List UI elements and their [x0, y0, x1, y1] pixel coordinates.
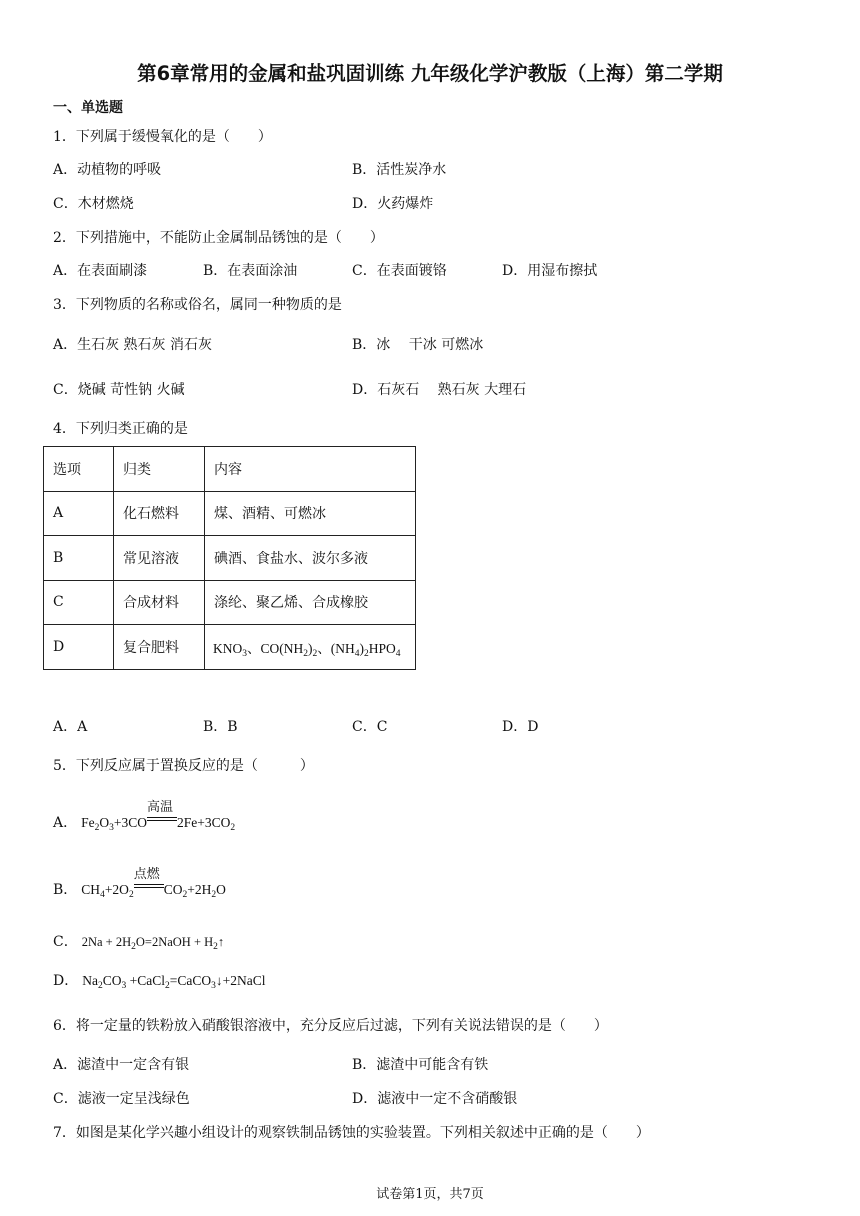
formula-part: 2Na + 2H	[81, 935, 132, 949]
question-1-stem: 1．下列属于缓慢氧化的是（ ）	[53, 129, 272, 145]
question-7-stem: 7．如图是某化学兴趣小组设计的观察铁制品锈蚀的实验装置。下列相关叙述中正确的是（ ）	[53, 1125, 650, 1141]
question-2-option-b[interactable]: B．在表面涂油	[203, 263, 298, 279]
question-5-option-b[interactable]	[53, 866, 226, 900]
option-label: D．	[53, 973, 79, 989]
question-2-option-c[interactable]: C．在表面镀铬	[352, 263, 447, 279]
formula-subscript: 3	[109, 823, 114, 833]
formula-part: )	[359, 640, 364, 656]
question-3-option-a[interactable]: A．生石灰 熟石灰 消石灰	[53, 337, 213, 353]
formula-subscript: 2	[213, 942, 218, 952]
formula-subscript: 3	[121, 981, 127, 991]
question-4-option-b[interactable]: B．B	[203, 719, 238, 735]
question-2-option-d[interactable]: D．用湿布擦拭	[502, 263, 598, 279]
table-cell: 煤、酒精、可燃冰	[205, 491, 416, 536]
formula-subscript: 2	[303, 648, 308, 659]
option-label: B．	[53, 882, 78, 898]
formula-part: O=2NaOH + H	[135, 935, 214, 949]
question-1-option-b[interactable]: B．活性炭净水	[352, 162, 447, 178]
question-4-option-d[interactable]: D．D	[502, 719, 539, 735]
option-label: C．	[53, 934, 78, 950]
fertilizer-formulas	[205, 625, 416, 670]
table-header-cell: 内容	[205, 447, 416, 492]
formula-subscript: 4	[354, 648, 360, 659]
formula-subscript: 3	[211, 981, 216, 991]
formula-subscript: 2	[211, 890, 217, 900]
formula-subscript: 2	[94, 823, 100, 833]
equation-a	[81, 799, 236, 833]
table-cell: 涤纶、聚乙烯、合成橡胶	[205, 580, 416, 625]
table-cell: C	[44, 580, 114, 625]
equation-b	[81, 866, 226, 900]
table-row	[44, 491, 416, 536]
formula-subscript: 2	[230, 823, 236, 833]
equation-d	[82, 973, 266, 991]
formula-part: +2NaCl	[222, 973, 266, 988]
table-cell: 碘酒、食盐水、波尔多液	[205, 536, 416, 581]
question-1-option-a[interactable]: A．动植物的呼吸	[53, 162, 162, 178]
question-1-option-d[interactable]: D．火药爆炸	[352, 196, 434, 212]
question-6-option-d[interactable]: D．滤液中一定不含硝酸银	[352, 1091, 518, 1107]
formula-part: CO	[163, 882, 183, 897]
classification-table	[43, 446, 416, 670]
formula-subscript: 4	[395, 648, 401, 659]
formula-part: Na	[82, 973, 98, 988]
formula-part: +CaCl	[126, 973, 165, 988]
formula-subscript: 3	[242, 648, 247, 659]
formula-part: 、CO(NH	[247, 640, 304, 656]
formula-subscript: 4	[100, 890, 105, 900]
section-heading: 一、单选题	[53, 100, 123, 116]
formula-part: 、(NH	[317, 640, 355, 656]
table-cell: 复合肥料	[114, 625, 205, 670]
formula-part: =CaCO	[169, 973, 212, 988]
question-5-stem: 5．下列反应属于置换反应的是（ ）	[53, 758, 314, 774]
formula-part: +2H	[187, 882, 212, 897]
page-footer: 试卷第1页，共7页	[376, 1187, 484, 1202]
question-6-option-c[interactable]: C．滤液一定呈浅绿色	[53, 1091, 190, 1107]
question-6-option-b[interactable]: B．滤渣中可能含有铁	[352, 1057, 489, 1073]
formula-subscript: 2	[165, 981, 170, 991]
table-row	[44, 536, 416, 581]
formula-part: )	[308, 640, 313, 656]
formula-part: +2O	[104, 882, 129, 897]
question-6-option-a[interactable]: A．滤渣中一定含有银	[53, 1057, 190, 1073]
question-3-option-b[interactable]: B．冰 干冰 可燃冰	[352, 337, 484, 353]
formula-part: +3CO	[113, 815, 147, 830]
formula-part: CH	[81, 882, 101, 897]
table-cell: 合成材料	[114, 580, 205, 625]
formula-subscript: 2	[364, 648, 369, 659]
table-cell: A	[44, 491, 114, 536]
question-1-option-c[interactable]: C．木材燃烧	[53, 196, 134, 212]
formula-subscript: 2	[97, 981, 103, 991]
gas-arrow-icon: ↑	[217, 935, 225, 949]
question-5-option-c[interactable]	[53, 934, 225, 952]
precipitate-arrow-icon: ↓	[215, 973, 223, 988]
formula-subscript: 2	[312, 648, 318, 659]
table-cell: D	[44, 625, 114, 670]
option-label: A．	[53, 815, 78, 831]
question-4-option-c[interactable]: C．C	[352, 719, 388, 735]
formula-part: HPO	[368, 640, 396, 656]
formula-part: KNO	[213, 640, 243, 656]
formula-part: O	[99, 815, 110, 830]
question-5-option-d[interactable]	[53, 973, 266, 991]
question-3-option-c[interactable]: C．烧碱 苛性钠 火碱	[53, 382, 185, 398]
formula-subscript: 2	[128, 890, 134, 900]
table-cell: 化石燃料	[114, 491, 205, 536]
table-header-cell: 归类	[114, 447, 205, 492]
question-6-stem: 6．将一定量的铁粉放入硝酸银溶液中，充分反应后过滤，下列有关说法错误的是（ ）	[53, 1018, 608, 1034]
table-cell: 常见溶液	[114, 536, 205, 581]
question-4-stem: 4．下列归类正确的是	[53, 421, 188, 437]
table-row	[44, 625, 416, 670]
question-3-option-d[interactable]: D．石灰石 熟石灰 大理石	[352, 382, 527, 398]
formula-part: O	[216, 882, 226, 897]
table-header-cell: 选项	[44, 447, 114, 492]
formula-subscript: 2	[131, 942, 136, 952]
question-5-option-a[interactable]	[53, 799, 236, 833]
reaction-condition: 点燃	[133, 866, 160, 881]
table-row	[44, 580, 416, 625]
equation-c	[81, 935, 225, 952]
question-3-stem: 3．下列物质的名称或俗名，属同一种物质的是	[53, 297, 342, 313]
formula-subscript: 2	[182, 890, 188, 900]
formula-part: CO	[102, 973, 122, 988]
question-4-option-a[interactable]: A．A	[53, 719, 88, 735]
question-2-option-a[interactable]: A．在表面刷漆	[53, 263, 148, 279]
question-2-stem: 2．下列措施中，不能防止金属制品锈蚀的是（ ）	[53, 230, 384, 246]
reaction-equals-sign	[133, 866, 164, 891]
reaction-condition: 高温	[147, 799, 174, 814]
table-header-row	[44, 447, 416, 492]
formula-part: 2Fe+3CO	[177, 815, 231, 830]
formula-part: Fe	[81, 815, 95, 830]
page-title: 第6章常用的金属和盐巩固训练 九年级化学沪教版（上海）第二学期	[137, 62, 723, 85]
table-cell: B	[44, 536, 114, 581]
reaction-equals-sign	[147, 799, 177, 824]
